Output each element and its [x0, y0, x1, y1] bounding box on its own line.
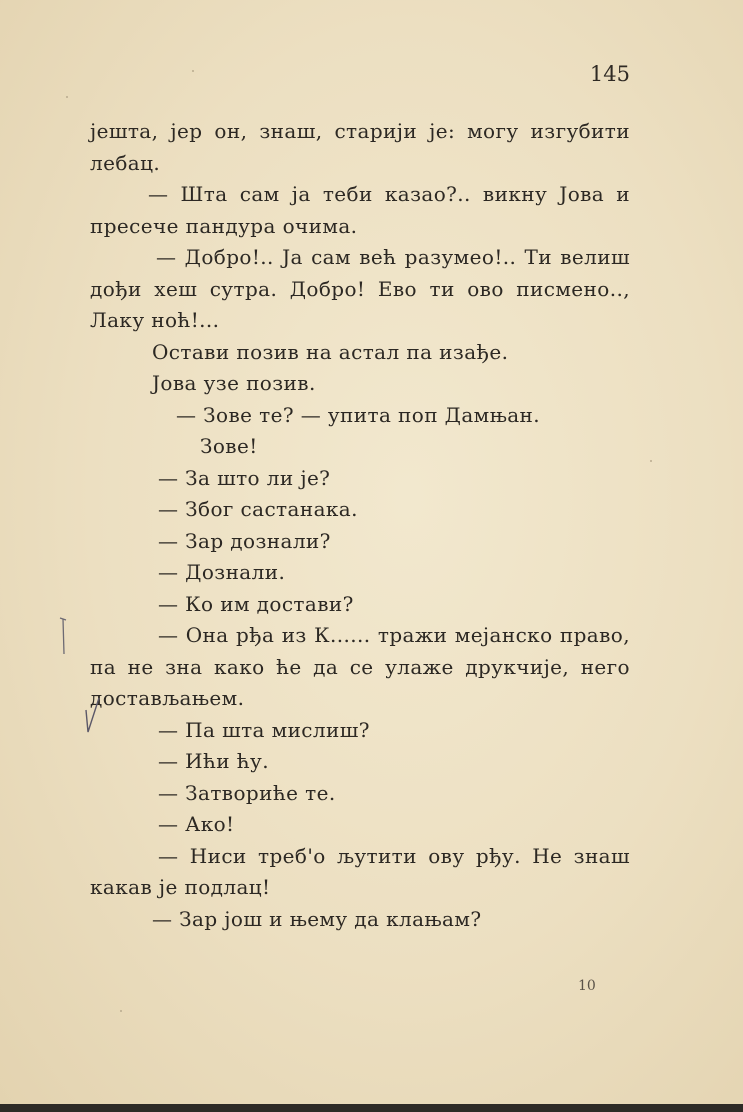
text-line: пресече пандура очима. — [90, 213, 358, 238]
text-line: дођи хеш сутра. Добро! Ево ти ово писмено.., — [90, 276, 630, 301]
text-line: — Ко им достави? — [158, 591, 354, 616]
text-line: Јова узе позив. — [152, 371, 316, 395]
text-line: какав је подлац! — [90, 875, 271, 899]
paper-speck — [650, 460, 652, 462]
text-line: — Шта сам ја теби казао?.. викну Јова и — [148, 182, 630, 206]
check-mark-icon — [83, 694, 101, 734]
text-line: — Ако! — [158, 812, 235, 836]
page-number: 145 — [589, 62, 630, 86]
text-line: — Ићи ћу. — [158, 749, 269, 773]
text-line: — Затвориће те. — [158, 780, 336, 805]
paper-speck — [192, 70, 194, 72]
text-line: јешта, јер он, знаш, старији је: могу изгубити — [90, 119, 630, 143]
text-line: — Она рђа из К...... тражи мејанско право, — [158, 623, 630, 647]
signature-mark: 10 — [578, 978, 596, 994]
paper-speck — [120, 1010, 122, 1012]
page-bottom-edge — [0, 1104, 743, 1112]
text-line: — Зар дознали? — [158, 528, 331, 553]
paper-speck — [66, 96, 68, 98]
text-line: — Ниси треб'о љутити ову рђу. Не знаш — [158, 843, 630, 868]
pencil-mark-icon — [58, 616, 68, 656]
text-line: — Због састанака. — [158, 497, 358, 521]
body-text — [90, 116, 630, 935]
text-line: достављањем. — [90, 686, 245, 710]
text-line: — За што ли је? — [158, 465, 331, 490]
text-line: Остави позив на астал па изађе. — [152, 339, 509, 364]
text-line: па не зна како ће да се улаже друкчије, него — [90, 654, 630, 679]
text-line: — Дознали. — [158, 560, 286, 584]
text-line: лебац. — [90, 150, 161, 175]
text-line: — Добро!.. Ја сам већ разумео!.. Ти велиш — [156, 245, 630, 269]
text-line: Лаку ноћ!... — [90, 308, 220, 332]
text-line: — Зар још и њему да клањам? — [152, 906, 482, 931]
text-line: — Па шта мислиш? — [158, 717, 370, 742]
text-line: — Зове те? — упита поп Дамњан. — [176, 402, 541, 427]
text-line: Зове! — [200, 434, 258, 458]
